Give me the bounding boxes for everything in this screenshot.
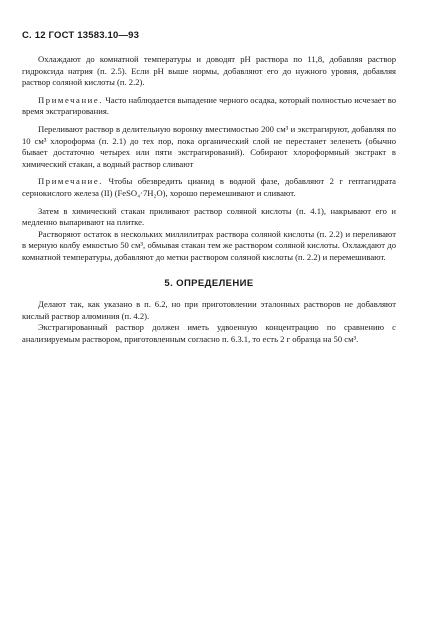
- section-paragraph-concentration: Экстрагированный раствор должен иметь удвоенную концентрацию по сравнению с анализируемым раствором, приготовленным согласно п. 6.3.1, то есть 2 г образца на 50 см³.: [22, 322, 396, 344]
- section-paragraph-standards: Делают так, как указано в п. 6.2, но при приготовлении эталонных растворов не добавляют кислый раствор алюминия (п. 4.2).: [22, 299, 396, 321]
- note-text: Часто наблюдается выпадение черного осадка, который полностью исчезает во время экстрагирования.: [22, 94, 397, 117]
- page-header: С. 12 ГОСТ 13583.10—93: [22, 30, 140, 41]
- paragraph-extraction: Переливают раствор в делительную воронку вместимостью 200 см³ и экстрагируют, добавляя по 10 см³ хлороформа (п. 2.1) до тех пор, пока органический слой не перестанет зеленеть (обычно бывает достаточно четырех или пяти экстрагирований). Собирают хлороформный экстракт в химический стакан, а водный раствор сливают: [22, 123, 396, 169]
- document-body: [22, 54, 396, 351]
- paragraph-ph-adjust: Охлаждают до комнатной температуры и доводят pH раствора по 11,8, добавляя раствор гидроксида натрия (п. 2.5). Если pH выше нормы, добавляют его до нужного уровня, добавляя раствор соляной кислоты (п. 2.2).: [22, 54, 396, 88]
- note-label: Примечание.: [38, 176, 104, 187]
- paragraph-dissolve: Растворяют остаток в нескольких миллилитрах раствора соляной кислоты (п. 2.2) и переливают в мерную колбу емкостью 50 см³, обмывая стакан тем же раствором соляной кислоты. Охлаждают до комнатной температуры, добавляют до метки раствором соляной кислоты (п. 2.2) и перемешивают.: [22, 228, 396, 262]
- section-title: 5. ОПРЕДЕЛЕНИЕ: [164, 277, 254, 289]
- note-text: Чтобы обезвредить цианид в водной фазе, добавляют 2 г гептагидрата сернокислого железа (II) (FeSO₄·7H₂O), хорошо перемешивают и сливают.: [22, 176, 396, 198]
- note-label: Примечание.: [38, 94, 104, 105]
- paragraph-evaporate: Затем в химический стакан приливают раствор соляной кислоты (п. 4.1), накрывают его и медленно выпаривают на плитке.: [22, 205, 396, 228]
- note-cyanide: [22, 176, 396, 199]
- note-black-precipitate: [22, 95, 396, 118]
